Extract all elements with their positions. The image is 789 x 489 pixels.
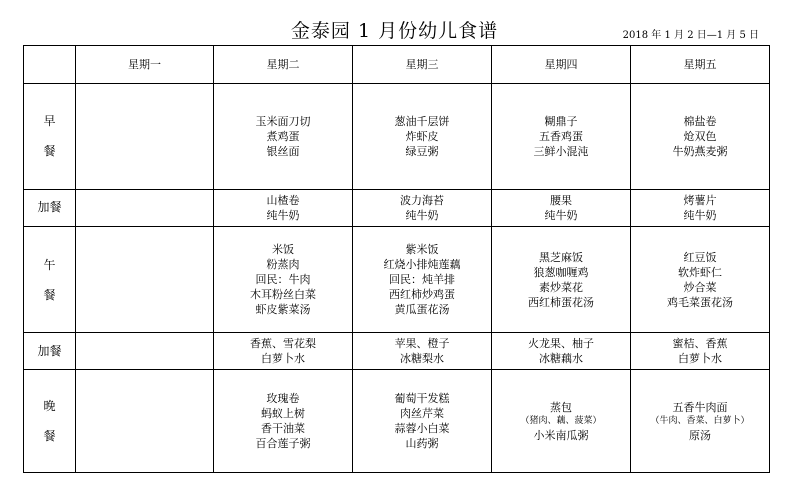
meal-row [24, 370, 770, 473]
meal-label-text: 餐 [43, 429, 56, 444]
meal-label-text: 加餐 [37, 343, 62, 358]
menu-cell [631, 189, 770, 226]
meal-row [24, 189, 770, 226]
meal-label [24, 189, 76, 226]
menu-cell [631, 333, 770, 370]
dish-item: 蜜桔、香蕉 [672, 337, 728, 351]
menu-cell [76, 370, 214, 473]
menu-cell [492, 370, 631, 473]
dish-item: 纯牛奶 [683, 208, 717, 222]
dish-item: 软炸虾仁 [678, 265, 722, 279]
dish-item: 粉蒸肉 [266, 258, 300, 272]
day-header: 星期三 [353, 46, 492, 84]
dish-item: 蒜蓉小白菜 [394, 422, 450, 436]
dish-item: 原汤 [689, 428, 711, 442]
meal-row [24, 84, 770, 189]
menu-cell [214, 226, 353, 332]
header-row [24, 46, 770, 84]
dish-item: 腰果 [550, 193, 572, 207]
dish-item: 木耳粉丝白菜 [250, 288, 316, 302]
dish-item: 冰糖梨水 [400, 352, 444, 366]
meal-label-text: 午 [43, 257, 56, 272]
menu-cell [214, 84, 353, 189]
dish-item: 葡萄干发糕 [394, 392, 450, 406]
dish-item: 香干油菜 [261, 422, 305, 436]
dish-ingredients: （牛肉、香菜、白萝卜） [650, 415, 750, 426]
dish-item: 糊鼎子 [544, 114, 578, 128]
dish-item: 虾皮紫菜汤 [255, 303, 311, 317]
dish-item: 冰糖藕水 [539, 352, 583, 366]
dish-item: 回民：牛肉 [255, 273, 311, 287]
dish-item: 蒸包 [550, 400, 572, 414]
meal-label-text: 早 [43, 114, 56, 129]
dish-item: 棉盐卷 [683, 114, 717, 128]
dish-item: 五香牛肉面 [672, 400, 728, 414]
meal-row [24, 333, 770, 370]
dish-item: 白萝卜水 [678, 352, 722, 366]
menu-cell [76, 226, 214, 332]
menu-cell [353, 333, 492, 370]
menu-cell [353, 189, 492, 226]
day-header: 星期四 [492, 46, 631, 84]
meal-label [24, 333, 76, 370]
dish-item: 煮鸡蛋 [266, 129, 300, 143]
dish-item: 玉米面刀切 [255, 114, 311, 128]
dish-item: 玫瑰卷 [266, 392, 300, 406]
menu-cell [631, 370, 770, 473]
meal-label [24, 226, 76, 332]
menu-cell [353, 226, 492, 332]
dish-item: 炒合菜 [683, 280, 717, 294]
dish-item: 山药粥 [405, 437, 439, 451]
menu-cell [353, 370, 492, 473]
dish-item: 三鲜小混沌 [533, 144, 589, 158]
dish-item: 烤薯片 [683, 193, 717, 207]
meal-label-text: 加餐 [37, 200, 62, 215]
dish-item: 小米南瓜粥 [533, 428, 589, 442]
dish-item: 山楂卷 [266, 193, 300, 207]
dish-item: 波力海苔 [400, 193, 444, 207]
dish-item: 黑芝麻饭 [539, 250, 583, 264]
menu-cell [492, 189, 631, 226]
dish-item: 鸡毛菜蛋花汤 [667, 295, 733, 309]
dish-item: 炸虾皮 [405, 129, 439, 143]
menu-cell [76, 333, 214, 370]
menu-cell [76, 84, 214, 189]
menu-cell [492, 226, 631, 332]
dish-item: 回民：炖羊排 [389, 273, 455, 287]
dish-item: 白萝卜水 [261, 352, 305, 366]
dish-item: 五香鸡蛋 [539, 129, 583, 143]
day-header: 星期一 [76, 46, 214, 84]
meal-label-text: 晚 [43, 399, 56, 414]
dish-item: 绿豆粥 [405, 144, 439, 158]
meal-row [24, 226, 770, 332]
dish-item: 米饭 [272, 243, 294, 257]
menu-cell [492, 333, 631, 370]
menu-cell [631, 226, 770, 332]
meal-label [24, 84, 76, 189]
dish-item: 纯牛奶 [405, 208, 439, 222]
menu-title: 金泰园 1 月份幼儿食谱 [290, 20, 499, 42]
menu-table [23, 45, 770, 473]
dish-item: 西红柿炒鸡蛋 [389, 288, 455, 302]
dish-item: 西红柿蛋花汤 [528, 295, 594, 309]
dish-item: 红烧小排炖莲藕 [383, 258, 461, 272]
dish-item: 黄瓜蛋花汤 [394, 303, 450, 317]
dish-ingredients: （猪肉、藕、菠菜） [520, 415, 602, 426]
dish-item: 苹果、橙子 [394, 337, 450, 351]
dish-item: 银丝面 [266, 144, 300, 158]
dish-item: 纯牛奶 [266, 208, 300, 222]
dish-item: 红豆饭 [683, 250, 717, 264]
dish-item: 百合莲子粥 [255, 437, 311, 451]
day-header: 星期五 [631, 46, 770, 84]
menu-cell [631, 84, 770, 189]
day-header: 星期二 [214, 46, 353, 84]
dish-item: 狼葱咖喱鸡 [533, 265, 589, 279]
menu-cell [76, 189, 214, 226]
dish-item: 炝双色 [683, 129, 717, 143]
menu-cell [214, 333, 353, 370]
dish-item: 蚂蚁上树 [261, 407, 305, 421]
menu-cell [492, 84, 631, 189]
menu-cell [353, 84, 492, 189]
meal-label-text: 餐 [43, 144, 56, 159]
dish-item: 素炒菜花 [539, 280, 583, 294]
dish-item: 肉丝芹菜 [400, 407, 444, 421]
dish-item: 牛奶燕麦粥 [672, 144, 728, 158]
dish-item: 香蕉、雪花梨 [250, 337, 316, 351]
menu-cell [214, 370, 353, 473]
meal-label-text: 餐 [43, 287, 56, 302]
date-range: 2018 年 1 月 2 日—1 月 5 日 [622, 30, 759, 41]
dish-item: 纯牛奶 [544, 208, 578, 222]
dish-item: 葱油千层饼 [394, 114, 450, 128]
dish-item: 紫米饭 [405, 243, 439, 257]
menu-cell [214, 189, 353, 226]
corner-cell [24, 46, 76, 84]
meal-label [24, 370, 76, 473]
dish-item: 火龙果、柚子 [528, 337, 594, 351]
